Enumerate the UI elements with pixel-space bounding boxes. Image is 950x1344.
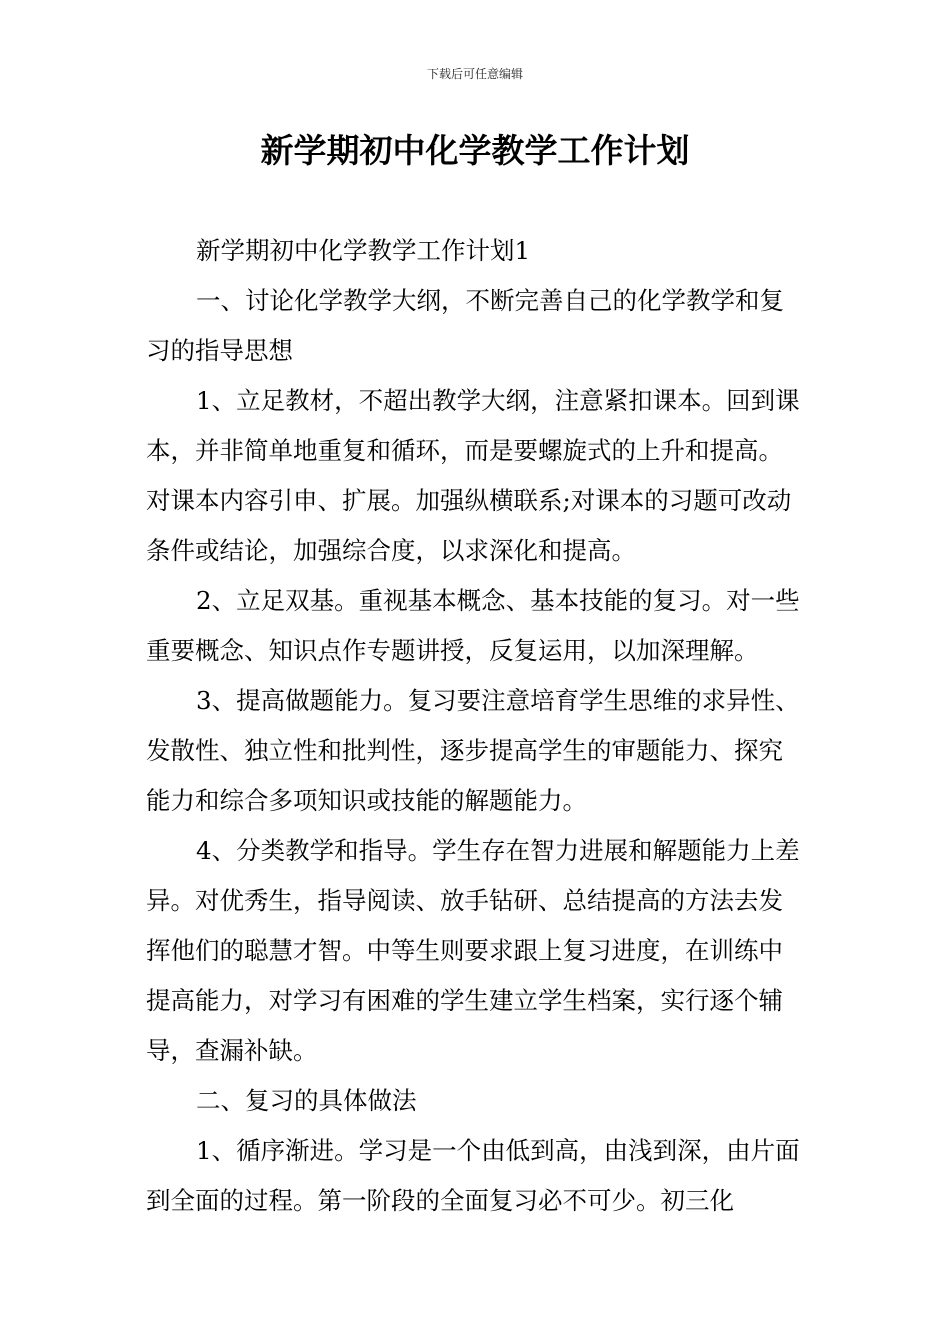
document-title: 新学期初中化学教学工作计划: [260, 131, 690, 170]
paragraph-item-1: 1、立足教材，不超出教学大纲，注意紧扣课本。回到课本，并非简单地重复和循环，而是要螺旋式的上升和提高。对课本内容引申、扩展。加强纵横联系;对课本的习题可改动条件或结论，加强综合度，以求深化和提高。: [146, 386, 800, 565]
paragraph-item-2: 2、立足双基。重视基本概念、基本技能的复习。对一些重要概念、知识点作专题讲授，反复运用，以加深理解。: [146, 586, 800, 665]
paragraph-section-one-heading: 一、讨论化学教学大纲，不断完善自己的化学教学和复习的指导思想: [146, 286, 784, 365]
paragraph-section-two-item-1: 1、循序渐进。学习是一个由低到高，由浅到深，由片面到全面的过程。第一阶段的全面复习必不可少。初三化: [146, 1136, 800, 1215]
paragraph-item-3: 3、提高做题能力。复习要注意培育学生思维的求异性、发散性、独立性和批判性，逐步提高学生的审题能力、探究能力和综合多项知识或技能的解题能力。: [146, 686, 800, 815]
paragraph-item-4: 4、分类教学和指导。学生存在智力进展和解题能力上差异。对优秀生，指导阅读、放手钻研、总结提高的方法去发挥他们的聪慧才智。中等生则要求跟上复习进度，在训练中提高能力，对学习有困难的学生建立学生档案，实行逐个辅导，查漏补缺。: [146, 836, 800, 1065]
paragraph-subtitle: 新学期初中化学教学工作计划1: [196, 236, 531, 265]
paragraph-section-two-heading: 二、复习的具体做法: [196, 1086, 417, 1115]
page-header-note: 下载后可任意编辑: [426, 67, 523, 81]
document-body: [146, 226, 806, 1226]
